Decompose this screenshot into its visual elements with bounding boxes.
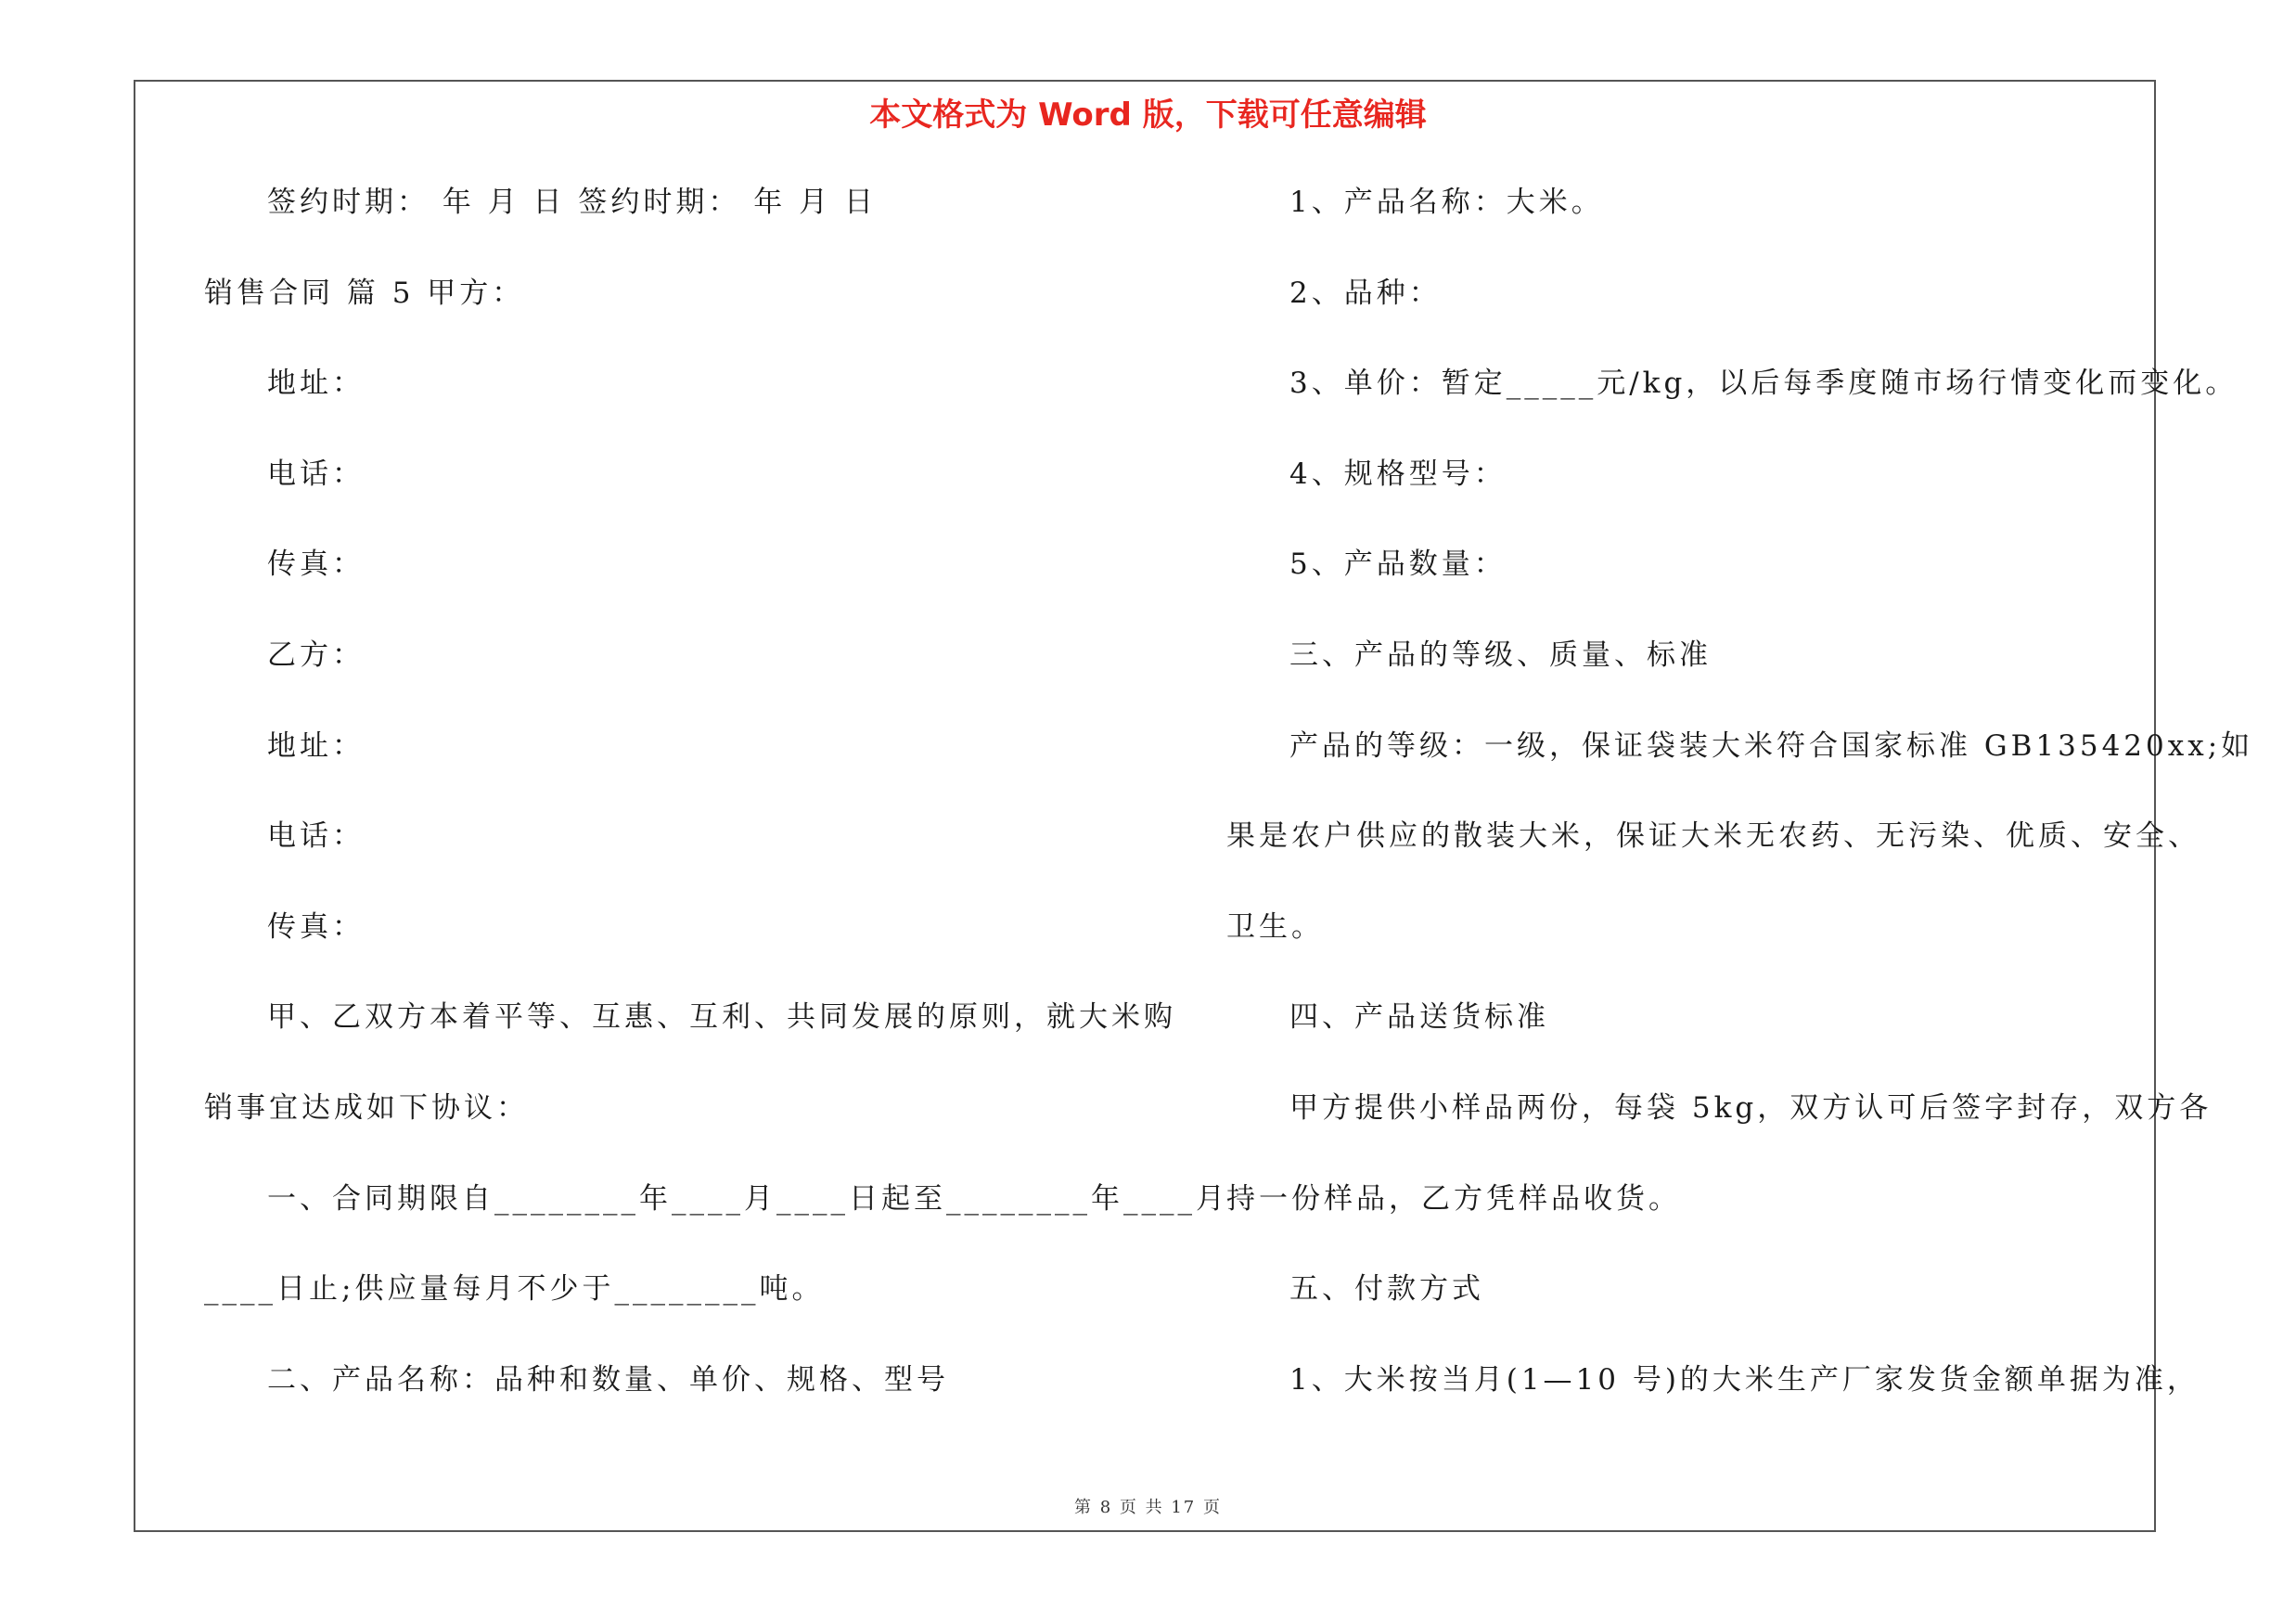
paragraph-line: 3、单价：暂定_____元/kg，以后每季度随市场行情变化而变化。 <box>1289 367 2238 401</box>
paragraph-line: 五、付款方式 <box>1289 1272 1484 1307</box>
paragraph-line: 二、产品名称：品种和数量、单价、规格、型号 <box>267 1362 949 1397</box>
paragraph-line: 卫生。 <box>1226 909 1324 944</box>
paragraph-line: 销售合同 篇 5 甲方： <box>204 276 525 310</box>
paragraph-line: 5、产品数量： <box>1289 547 1507 582</box>
paragraph-line: 甲方提供小样品两份，每袋 5kg，双方认可后签字封存，双方各 <box>1289 1090 2213 1125</box>
paragraph-line: ____日止;供应量每月不少于________吨。 <box>204 1272 825 1307</box>
paragraph-line: 传真： <box>267 909 365 944</box>
paragraph-line: 乙方： <box>267 638 365 672</box>
paragraph-line: 地址： <box>267 728 365 763</box>
left-column <box>204 158 1228 1425</box>
page-number-footer: 第 8 页 共 17 页 <box>1074 1498 1222 1517</box>
paragraph-line: 一、合同期限自________年____月____日起至________年____月 <box>267 1181 1228 1216</box>
paragraph-line: 销事宜达成如下协议： <box>204 1090 529 1125</box>
paragraph-line: 签约时期： 年 月 日 签约时期： 年 月 日 <box>267 186 877 219</box>
paragraph-line: 持一份样品，乙方凭样品收货。 <box>1226 1181 1681 1216</box>
paragraph-line: 4、规格型号： <box>1289 457 1507 491</box>
paragraph-line: 1、产品名称：大米。 <box>1289 186 1604 219</box>
right-column <box>1226 158 2254 1425</box>
paragraph-line: 三、产品的等级、质量、标准 <box>1289 638 1712 672</box>
paragraph-line: 甲、乙双方本着平等、互惠、互利、共同发展的原则，就大米购 <box>267 1000 1176 1035</box>
paragraph-line: 2、品种： <box>1289 276 1442 310</box>
paragraph-line: 1、大米按当月(1—10 号)的大米生产厂家发货金额单据为准， <box>1289 1362 2200 1397</box>
paragraph-line: 四、产品送货标准 <box>1289 1000 1549 1035</box>
paragraph-line: 果是农户供应的散装大米，保证大米无农药、无污染、优质、安全、 <box>1226 819 2200 854</box>
header-banner: 本文格式为 Word 版，下载可任意编辑 <box>869 97 1427 134</box>
paragraph-line: 传真： <box>267 547 365 582</box>
paragraph-line: 电话： <box>267 457 365 491</box>
paragraph-line: 产品的等级：一级，保证袋装大米符合国家标准 GB135420xx;如 <box>1289 728 2254 763</box>
paragraph-line: 电话： <box>267 819 365 854</box>
paragraph-line: 地址： <box>267 367 365 401</box>
